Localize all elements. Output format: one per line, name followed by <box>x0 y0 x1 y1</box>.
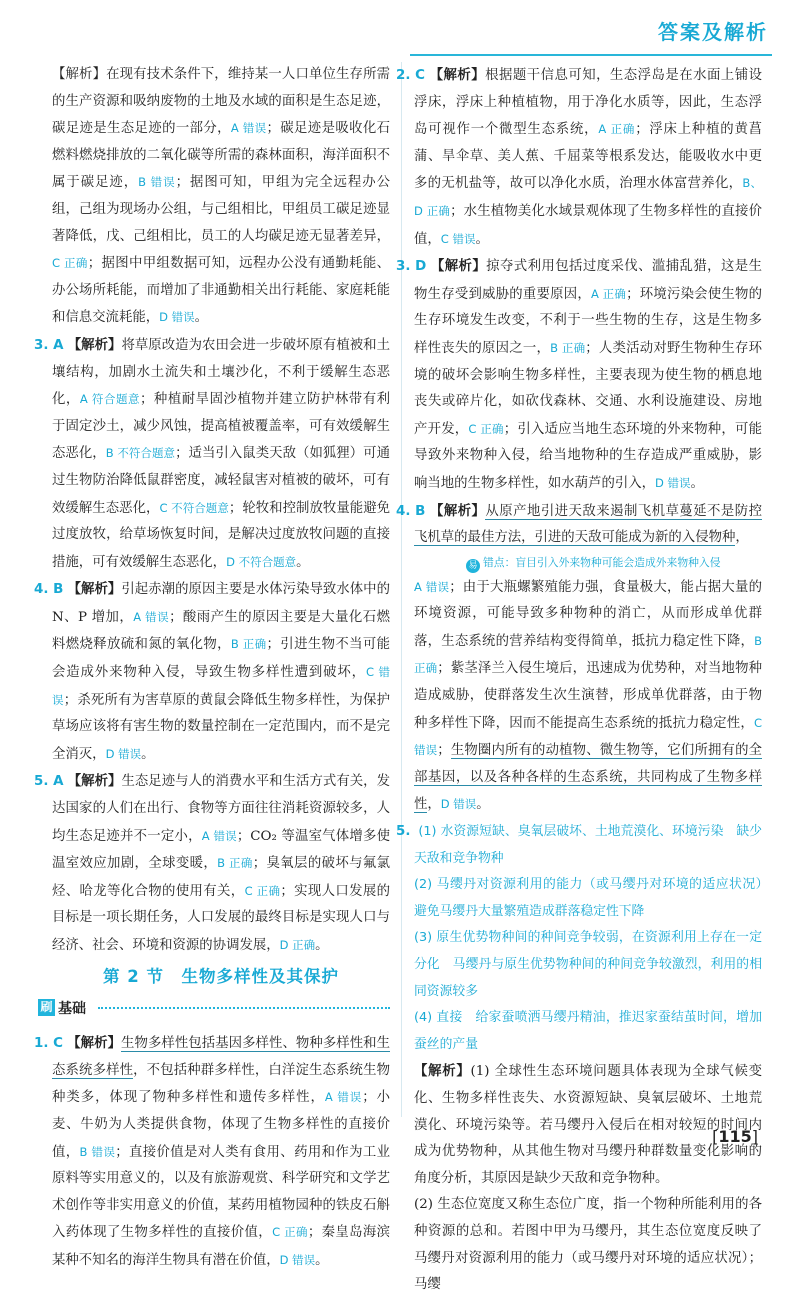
answer-5-part3: (3) 原生优势物种间的种间竞争较弱，在资源利用上存在一定分化 马缨丹与原生优势物种间的种间竞争较激烈，利用的相同资源较多 <box>414 930 762 999</box>
answer-5-explanation-2: (2) 生态位宽度又称生态位广度，指一个物种所能利用的各种资源的总和。若图中甲为马缨丹，其生态位宽度反映了马缨丹对资源利用的能力（或马缨丹对环境的适应状况）；马缨 <box>414 1197 762 1293</box>
basic-practice-bar <box>38 994 390 1024</box>
answer-5-part4: (4) 直接 给家蚕喷洒马缨丹精油，推迟家蚕结茧时间，增加蚕丝的产量 <box>414 1010 762 1052</box>
column-divider <box>401 62 402 1117</box>
answer-5-explanation-1: 【解析】(1) 全球性生态环境问题具体表现为全球气候变化、生物多样性丧失、水资源短缺、臭氧层破坏、土地荒漠化、环境污染等。若马缨丹入侵后在相对较短的时间内成为优势物种，从其他生物对马缨丹种群数量变化影响的角度分析，其原因是缺少天敌和竞争物种。 <box>414 1063 762 1186</box>
answer-5: 5. A 【解析】生态足迹与人的消费水平和生活方式有关，发达国家的人们在出行、食物等方面往往消耗资源较多，人均生态足迹并不一定小，A 错误；CO₂ 等温室气体增多使温室效应加剧，全球变暖，B 正确；臭氧层的破坏与氟氯烃、哈龙等化合物的使用有关，C 正确；实现人口发展的目标是一项长期任务，人口发展的最终目标是实现人口与经济、社会、环境和资源的协调发展，D 正确。 <box>34 773 391 953</box>
basic-label: 基础 <box>58 1001 86 1018</box>
mistake-note: 易 错点：盲目引入外来物种可能会造成外来物种入侵 <box>414 552 762 574</box>
header-rule <box>410 54 772 56</box>
answer-1: 1. C 【解析】生物多样性包括基因多样性、物种多样性和生态系统多样性，不包括种群多样性，白洋淀生态系统生物种类多，体现了物种多样性和遗传多样性，A 错误；小麦、牛奶为人类提供食物，体现了生物多样性的直接价值，B 错误；直接价值是对人类有食用、药用和作为工业原料等实用意义的，以及有旅游观赏、科学研究和文学艺术创作等非实用意义的价值，某药用植物园种的铁皮石斛入药体现了生物多样性的直接价值，C 正确；秦皇岛海滨某种不知名的海洋生物具有潜在价值，D 错误。 <box>34 1035 391 1268</box>
answer-5-part1: (1) 水资源短缺、臭氧层破坏、土地荒漠化、环境污染 缺少天敌和竞争物种 <box>414 824 762 866</box>
answer-3: 3. D 【解析】掠夺式利用包括过度采伐、滥捕乱猎，这是生物生存受到威胁的重要原因，A 正确；环境污染会使生物的生存环境发生改变，不利于一些生物的生存，这是生物多样性丧失的原因之一，B 正确；人类活动对野生物种生存环境的破坏会影响生物多样性，主要表现为使生物的栖息地丧失或碎片化，如砍伐森林、交通、水利设施建设、房地产开发，C 正确；引入适应当地生态环境的外来物种，可能导致外来物种入侵，给当地物种的生存造成严重威胁，影响当地的生物多样性，如水葫芦的引入，D 错误。 <box>396 258 763 491</box>
answer-4: 4. B 【解析】从原产地引进天敌来遏制飞机草蔓延不是防控飞机草的最佳方法，引进的天敌可能成为新的入侵物种， 易 错点：盲目引入外来物种可能会造成外来物种入侵 A 错误；由于大瓶螺繁殖能力强，食量极大，能占据大量的环境资源，可能导致多种物种的消亡，从而形成单优群落，生态系统的营养结构变得简单，抵抗力稳定性下降，B 正确；紫茎泽兰入侵生境后，迅速成为优势种，对当地物种造成威胁，使群落发生次生演替，形成单优群落，由于物种多样性下降，因而不能提高生态系统的抵抗力稳定性，C 错误；生物圈内所有的动植物、微生物等，它们所拥有的全部基因，以及各种各样的生态系统，共同构成了生物多样性，D 错误。 <box>396 502 763 813</box>
answer-2: 2. C 【解析】根据题干信息可知，生态浮岛是在水面上铺设浮床，浮床上种植植物，用于净化水质等，因此，生态浮岛可视作一个微型生态系统，A 正确；浮床上种植的黄菖蒲、旱伞草、美人蕉、千屈菜等根系发达，能吸收水中更多的无机盐等，故可以净化水质，治理水体富营养化，B、D 正确；水生植物美化水域景观体现了生物多样性的直接价值，C 错误。 <box>396 67 763 247</box>
left-column <box>34 62 391 1275</box>
answer-3: 3. A 【解析】将草原改造为农田会进一步破坏原有植被和土壤结构，加剧水土流失和土壤沙化，不利于缓解生态恶化，A 符合题意；种植耐旱固沙植物并建立防护林带有利于固定沙土，减少风蚀，提高植被覆盖率，可有效缓解生态恶化，B 不符合题意；适当引入鼠类天敌（如狐狸）可通过生物防治降低鼠群密度，减轻鼠害对植被的破坏，可有效缓解生态恶化，C 不符合题意；轮牧和控制放牧量能避免过度放牧，给草场恢复时间，是解决过度放牧问题的直接措施，可有效缓解生态恶化，D 不符合题意。 <box>34 336 391 570</box>
mistake-badge-icon: 易 <box>466 559 480 573</box>
answer-5: 5. (1) 水资源短缺、臭氧层破坏、土地荒漠化、环境污染 缺少天敌和竞争物种 (2) 马缨丹对资源利用的能力（或马缨丹对环境的适应状况） 避免马缨丹大量繁殖造成群落稳定性下降 (3) 原生优势物种间的种间竞争较弱，在资源利用上存在一定分化 马缨丹与原生优势物种间的种间竞争较激烈，利用的相同资源较多 (4) 直接 给家蚕喷洒马缨丹精油，推迟家蚕结茧时间，增加蚕丝的产量 【解析】(1) 全球性生态环境问题具体表现为全球气候变化、生物多样性丧失、水资源短缺、臭氧层破坏、土地荒漠化、环境污染等。若马缨丹入侵后在相对较短的时间内成为优势物种，从其他生物对马缨丹种群数量变化影响的角度分析，其原因是缺少天敌和竞争物种。 (2) 生态位宽度又称生态位广度，指一个物种所能利用的各种资源的总和。若图中甲为马缨丹，其生态位宽度反映了马缨丹对资源利用的能力（或马缨丹对环境的适应状况）；马缨 <box>414 819 762 1299</box>
answer-2-continued: 【解析】在现有技术条件下，维持某一人口单位生存所需的生产资源和吸纳废物的土地及水域的面积是生态足迹，碳足迹是生态足迹的一部分，A 错误；碳足迹是吸收化石燃料燃烧排放的二氧化碳等所需的森林面积，海洋面积不属于碳足迹，B 错误；据图可知，甲组为完全远程办公组，己组为现场办公组，与己组相比，甲组员工碳足迹显著降低，戊、己组相比，员工的人均碳足迹无显著差异，C 正确；据图中甲组数据可知，远程办公没有通勤耗能、办公场所耗能，而增加了非通勤相关出行耗能、家庭耗能和信息交流耗能，D 错误。 <box>52 67 391 326</box>
answer-4: 4. B 【解析】引起赤潮的原因主要是水体污染导致水体中的N、P 增加，A 错误；酸雨产生的原因主要是大量化石燃料燃烧释放硫和氮的氧化物，B 正确；引进生物不当可能会造成外来物种入侵，导致生物多样性遭到破坏，C 错误；杀死所有为害草原的黄鼠会降低生物多样性，为保护草场应该将有害生物的数量控制在一定范围内，而不是完全消灭，D 错误。 <box>34 581 391 762</box>
answer-5-part2: (2) 马缨丹对资源利用的能力（或马缨丹对环境的适应状况） 避免马缨丹大量繁殖造成群落稳定性下降 <box>414 877 775 919</box>
dotted-rule <box>98 1007 390 1009</box>
section-title: 第 2 节 生物多样性及其保护 <box>103 966 339 986</box>
header-title: 答案及解析 <box>658 20 768 44</box>
page-number: [115] <box>712 1127 758 1146</box>
brush-badge-icon: 刷 <box>38 999 55 1016</box>
right-column <box>396 62 775 1299</box>
page-header <box>0 0 800 58</box>
